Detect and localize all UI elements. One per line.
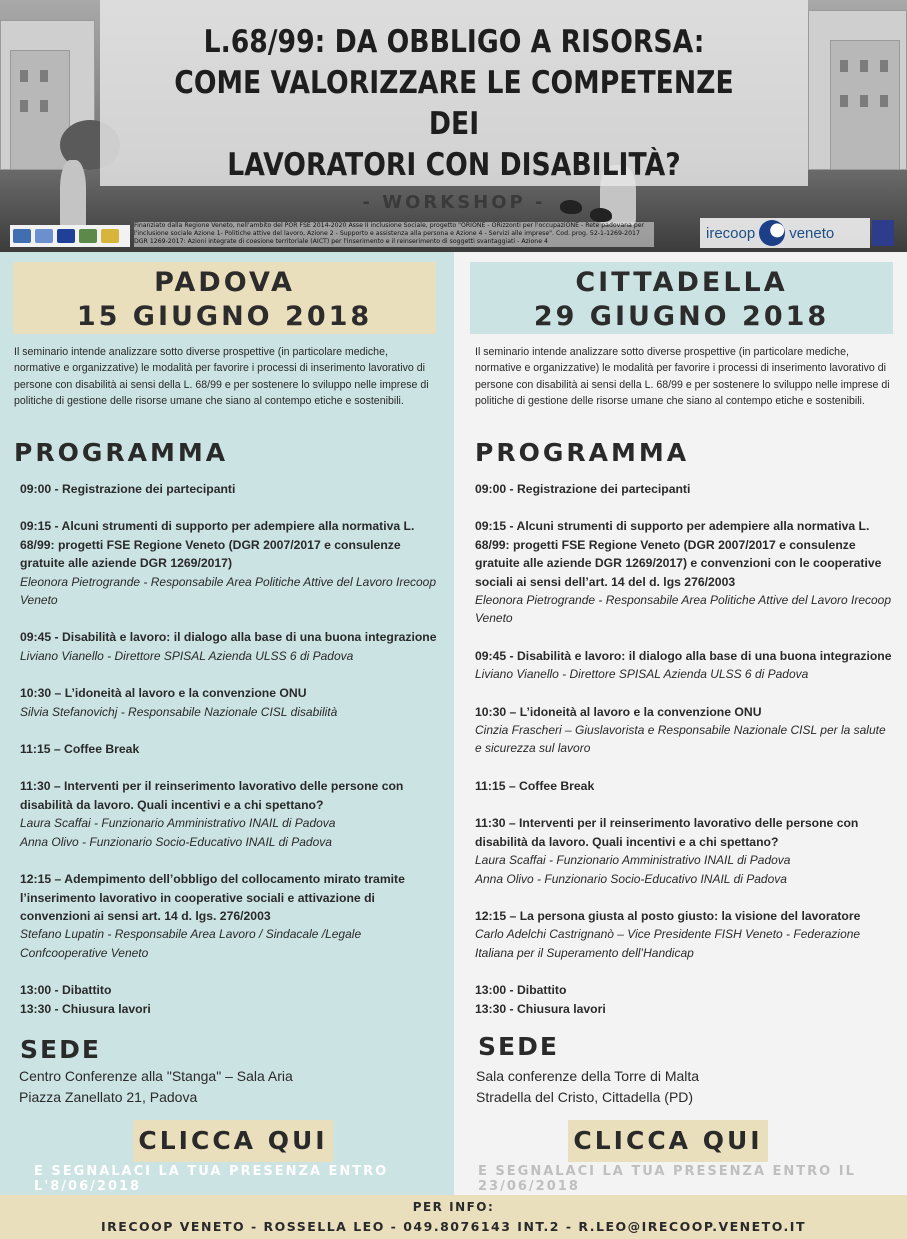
agenda-item	[20, 777, 438, 851]
agenda-item	[475, 480, 893, 498]
agenda-speaker: Laura Scaffai - Funzionario Amministrativo INAIL di Padova	[475, 853, 791, 868]
building-window	[840, 95, 848, 107]
agenda-item	[20, 517, 438, 609]
building-window	[840, 60, 848, 72]
agenda-speaker: Laura Scaffai - Funzionario Amministrativo INAIL di Padova	[20, 816, 336, 831]
venue-heading: SEDE	[20, 1035, 101, 1064]
building-window	[860, 60, 868, 72]
agenda-item	[20, 740, 438, 758]
agenda-item-title: 09:15 - Alcuni strumenti di supporto per adempiere alla normativa L. 68/99: progetti FSE Regione Veneto (DGR 2007/2017 e consulenze gratuite alle aziende DGR 1269/2017) e convenzioni con le cooperative sociali ai sensi dell’art. 14 del d. lgs 276/2003	[475, 519, 882, 589]
italy-emblem-icon	[79, 229, 97, 243]
agenda-item-title: 13:00 - Dibattito	[475, 983, 567, 998]
agenda-item	[20, 1000, 438, 1018]
agenda-speaker: Eleonora Pietrogrande - Responsabile Area Politiche Attive del Lavoro Irecoop Veneto	[20, 574, 437, 608]
header-banner	[0, 0, 907, 252]
agenda-speaker: Liviano Vianello - Direttore SPISAL Azienda ULSS 6 di Padova	[20, 648, 354, 663]
agenda-item-title: 12:15 – La persona giusta al posto giusto: la visione del lavoratore	[475, 908, 861, 923]
agenda-item-title: 11:30 – Interventi per il reinserimento lavorativo delle persone con disabilità da lavoro. Quali incentivi e a chi spettano?	[475, 816, 859, 849]
building-window	[20, 100, 28, 112]
agenda-speaker: Silvia Stefanovichj - Responsabile Nazionale CISL disabilità	[20, 704, 338, 719]
venue-line: Stradella del Cristo, Cittadella (PD)	[476, 1089, 694, 1105]
veneto-badge-icon	[872, 220, 894, 246]
agenda-item-title: 11:30 – Interventi per il reinserimento lavorativo delle persone con disabilità da lavoro. Quali incentivi e a chi spettano?	[20, 779, 404, 812]
agenda-item-title: 09:15 - Alcuni strumenti di supporto per adempiere alla normativa L. 68/99: progetti FSE Regione Veneto (DGR 2007/2017 e consulenze gratuite alle aziende DGR 1269/2017)	[20, 519, 415, 571]
agenda-item	[20, 480, 438, 498]
eu-flag-icon	[57, 229, 75, 243]
agenda-list	[20, 480, 438, 1037]
agenda-speaker: Anna Olivo - Funzionario Socio-Educativo INAIL di Padova	[475, 871, 787, 886]
city-date-box	[470, 262, 893, 334]
building-window	[860, 95, 868, 107]
irecoop-wordmark: irecoop	[706, 224, 756, 242]
funding-text: Finanziato dalla Regione Veneto, nell'ambito del POR FSE 2014-2020 Asse II inclusione Sociale, progetto "ORIONE - ORizzonti per l'occupaziONE - Rete padovana per l'inclusione sociale Azione 1- Politiche attive del lavoro, Azione 2 - Supporto e assistenza alla persona e Azione 4 - Servizi alle imprese". Cod. prog. 52-1-1269-2017 DGR 1269-2017: Azioni integrate di coesione territoriale (AICT) per l'inserimento e il reinserimento di soggetti svantaggiati - Azione 4	[134, 222, 654, 247]
sponsor-logos	[10, 225, 130, 247]
agenda-item	[475, 703, 893, 758]
irecoop-swoosh-icon	[759, 220, 785, 246]
register-button[interactable]: CLICCA QUI	[568, 1120, 768, 1162]
event-date: 29 GIUGNO 2018	[533, 301, 830, 332]
building-window	[880, 60, 888, 72]
footer-label: PER INFO:	[412, 1200, 495, 1214]
agenda-item-title: 12:15 – Adempimento dell’obbligo del collocamento mirato tramite l’inserimento lavorativo in cooperative sociali e attivazione di convenzioni ai sensi art. 14 d. lgs. 276/2003	[20, 872, 405, 923]
title-line: COME VALORIZZARE LE COMPETENZE DEI	[174, 65, 734, 142]
footer-contact[interactable]: IRECOOP VENETO - ROSSELLA LEO - 049.8076143 INT.2 - R.LEO@IRECOOP.VENETO.IT	[101, 1219, 806, 1234]
agenda-item	[475, 517, 893, 627]
agenda-item	[475, 814, 893, 888]
intro-paragraph: Il seminario intende analizzare sotto diverse prospettive (in particolare mediche, normative e organizzative) le modalità per favorire i processi di inserimento lavorativo di persone con disabilità ai sensi della L. 68/99 e per sostenere lo sviluppo nelle imprese di politiche di gestione delle risorse umane che siano al contempo etiche e sostenibili.	[475, 346, 890, 408]
agenda-item	[475, 981, 893, 999]
agenda-item	[475, 777, 893, 795]
padova-column	[0, 252, 454, 1195]
agenda-item-title: 13:30 - Chiusura lavori	[20, 1001, 151, 1016]
venue-heading: SEDE	[478, 1032, 559, 1061]
program-heading: PROGRAMMA	[14, 438, 229, 467]
city-name: PADOVA	[154, 267, 295, 298]
venue-line: Centro Conferenze alla "Stanga" – Sala Aria	[19, 1068, 293, 1084]
agenda-item-title: 13:30 - Chiusura lavori	[475, 1001, 606, 1016]
agenda-item	[475, 647, 893, 684]
agenda-speaker: Eleonora Pietrogrande - Responsabile Area Politiche Attive del Lavoro Irecoop Veneto	[475, 593, 892, 626]
regione-logo	[13, 229, 31, 243]
venue-address	[476, 1066, 699, 1108]
agenda-item	[20, 981, 438, 999]
agenda-item	[20, 684, 438, 721]
event-date: 15 GIUGNO 2018	[76, 301, 373, 332]
registration-deadline: E SEGNALACI LA TUA PRESENZA ENTRO IL 23/06/2018	[478, 1164, 856, 1194]
venue-line: Piazza Zanellato 21, Padova	[19, 1089, 198, 1105]
venue-address	[19, 1066, 293, 1108]
agenda-item-title: 11:15 – Coffee Break	[20, 742, 140, 757]
program-heading: PROGRAMMA	[475, 438, 690, 467]
agenda-item	[20, 628, 438, 665]
agenda-item-title: 10:30 – L’idoneità al lavoro e la convenzione ONU	[475, 704, 762, 719]
contact-footer	[0, 1195, 907, 1239]
agenda-speaker: Cinzia Frascheri – Giuslavorista e Responsabile Nazionale CISL per la salute e sicurezza sul lavoro	[475, 723, 886, 756]
agenda-item	[20, 870, 438, 962]
agenda-item	[475, 1000, 893, 1018]
cittadella-column	[454, 252, 907, 1195]
agenda-item-title: 09:45 - Disabilità e lavoro: il dialogo alla base di una buona integrazione	[20, 630, 437, 645]
agenda-speaker: Liviano Vianello - Direttore SPISAL Azienda ULSS 6 di Padova	[475, 667, 809, 682]
agenda-item	[475, 907, 893, 962]
agenda-item-title: 09:45 - Disabilità e lavoro: il dialogo alla base di una buona integrazione	[475, 648, 892, 663]
register-button[interactable]: CLICCA QUI	[133, 1120, 333, 1162]
title-box	[100, 0, 808, 213]
workshop-subtitle: - WORKSHOP -	[362, 192, 546, 213]
title-line: L.68/99: DA OBBLIGO A RISORSA:	[203, 24, 705, 60]
building-window	[20, 70, 28, 82]
building-window	[40, 100, 48, 112]
irecoop-logo	[700, 218, 870, 248]
statue	[60, 160, 86, 230]
city-date-box	[13, 262, 436, 334]
registration-deadline: E SEGNALACI LA TUA PRESENZA ENTRO L'8/06/2018	[34, 1164, 389, 1194]
fse-logo	[35, 229, 53, 243]
agenda-speaker: Anna Olivo - Funzionario Socio-Educativo INAIL di Padova	[20, 834, 332, 849]
building-window	[880, 95, 888, 107]
agenda-item-title: 11:15 – Coffee Break	[475, 778, 595, 793]
agenda-item-title: 13:00 - Dibattito	[20, 983, 112, 998]
agenda-item-title: 09:00 - Registrazione dei partecipanti	[475, 482, 691, 496]
veneto-emblem-icon	[101, 229, 119, 243]
city-name: CITTADELLA	[575, 267, 788, 298]
veneto-wordmark: veneto	[789, 224, 835, 242]
title-line: LAVORATORI CON DISABILITÀ?	[227, 147, 681, 183]
venue-line: Sala conferenze della Torre di Malta	[476, 1068, 700, 1084]
intro-paragraph: Il seminario intende analizzare sotto diverse prospettive (in particolare mediche, normative e organizzative) le modalità per favorire i processi di inserimento lavorativo di persone con disabilità ai sensi della L. 68/99 e per sostenere lo sviluppo nelle imprese di politiche di gestione delle risorse umane che siano al contempo etiche e sostenibili.	[14, 346, 429, 408]
building-window	[40, 70, 48, 82]
agenda-list	[475, 480, 893, 1037]
agenda-speaker: Stefano Lupatin - Responsabile Area Lavoro / Sindacale /Legale Confcooperative Veneto	[20, 927, 362, 960]
agenda-item-title: 10:30 – L’idoneità al lavoro e la convenzione ONU	[20, 686, 307, 701]
agenda-item-title: 09:00 - Registrazione dei partecipanti	[20, 482, 236, 496]
agenda-speaker: Carlo Adelchi Castrignanò – Vice Presidente FISH Veneto - Federazione Italiana per il Superamento dell’Handicap	[475, 927, 861, 960]
